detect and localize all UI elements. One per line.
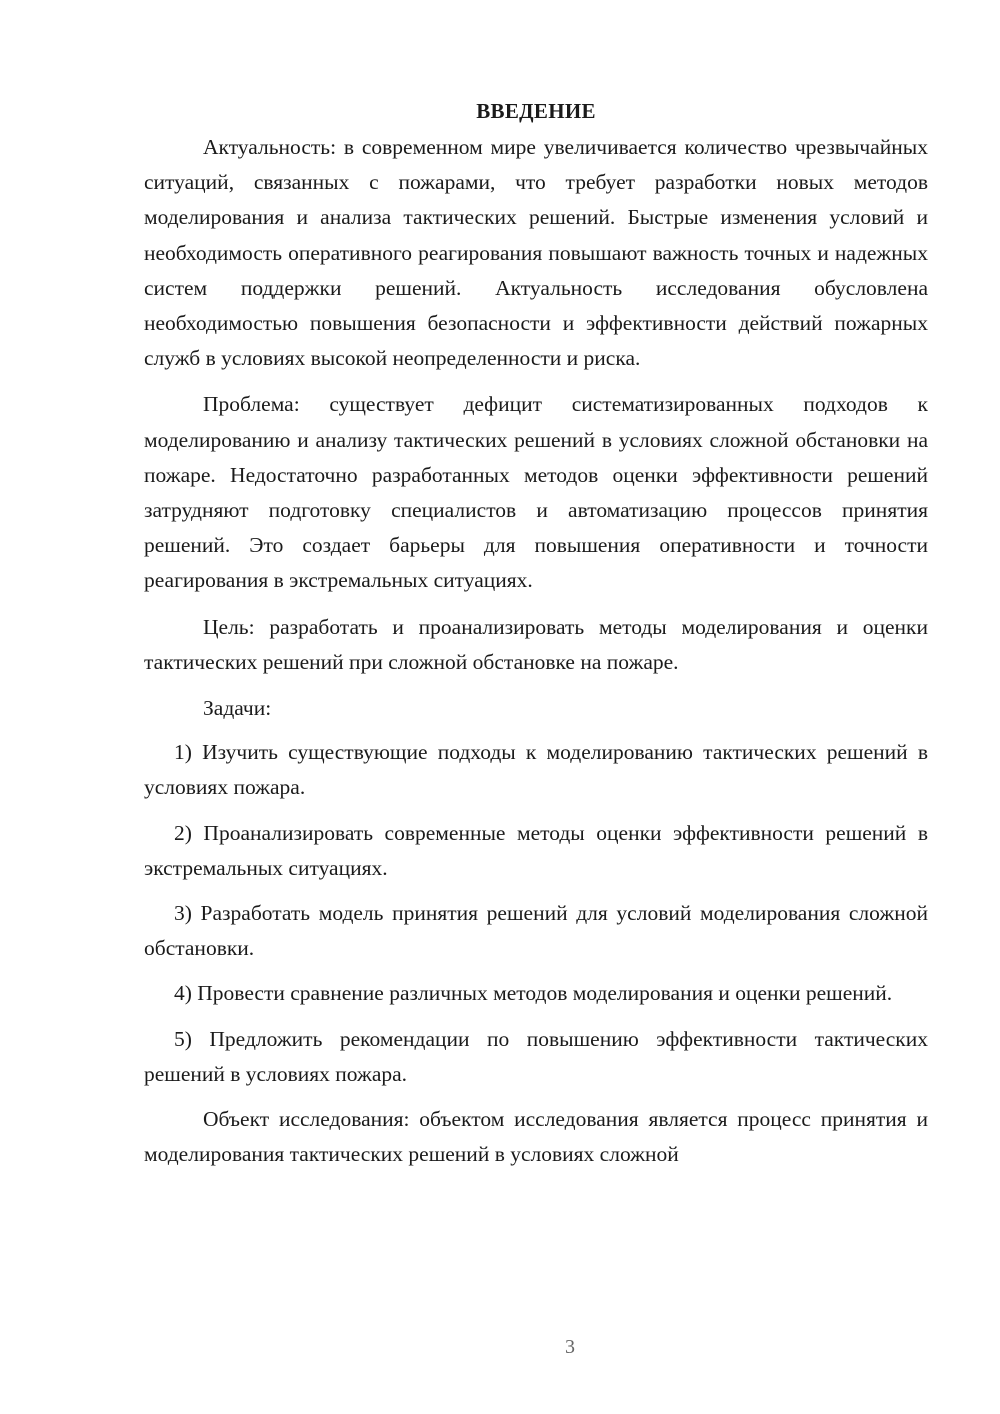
task-item-1: 1) Изучить существующие подходы к моделированию тактических решений в условиях пожара. <box>144 740 928 800</box>
task-item-4: 4) Провести сравнение различных методов моделирования и оценки решений. <box>174 981 893 1006</box>
task-item-3: 3) Разработать модель принятия решений для условий моделирования сложной обстановки. <box>144 901 928 961</box>
page-number: 3 <box>565 1336 575 1358</box>
paragraph-relevance: Актуальность: в современном мире увеличивается количество чрезвычайных ситуаций, связанных с пожарами, что требует разработки новых методов моделирования и анализа тактических решений. Быстрые изменения условий и необходимость оперативного реагирования повышают важность точных и надежных систем поддержки решений. Актуальность исследования обусловлена необходимостью повышения безопасности и эффективности действий пожарных служб в условиях высокой неопределенности и риска. <box>144 135 928 371</box>
task-item-5: 5) Предложить рекомендации по повышению эффективности тактических решений в условиях пожара. <box>144 1026 928 1086</box>
section-heading: ВВЕДЕНИЕ <box>476 99 596 123</box>
tasks-label: Задачи: <box>203 696 272 721</box>
page-content <box>144 96 928 1183</box>
paragraph-problem: Проблема: существует дефицит систематизированных подходов к моделированию и анализу тактических решений в условиях сложной обстановки на пожаре. Недостаточно разработанных методов оценки эффективности решений затрудняют подготовку специалистов и автоматизацию процессов принятия решений. Это создает барьеры для повышения оперативности и точности реагирования в экстремальных ситуациях. <box>144 392 928 593</box>
paragraph-object: Объект исследования: объектом исследования является процесс принятия и моделирования тактических решений в условиях сложной <box>144 1107 928 1167</box>
paragraph-goal: Цель: разработать и проанализировать методы моделирования и оценки тактических решений при сложной обстановке на пожаре. <box>144 614 928 674</box>
task-item-2: 2) Проанализировать современные методы оценки эффективности решений в экстремальных ситуациях. <box>144 820 928 880</box>
